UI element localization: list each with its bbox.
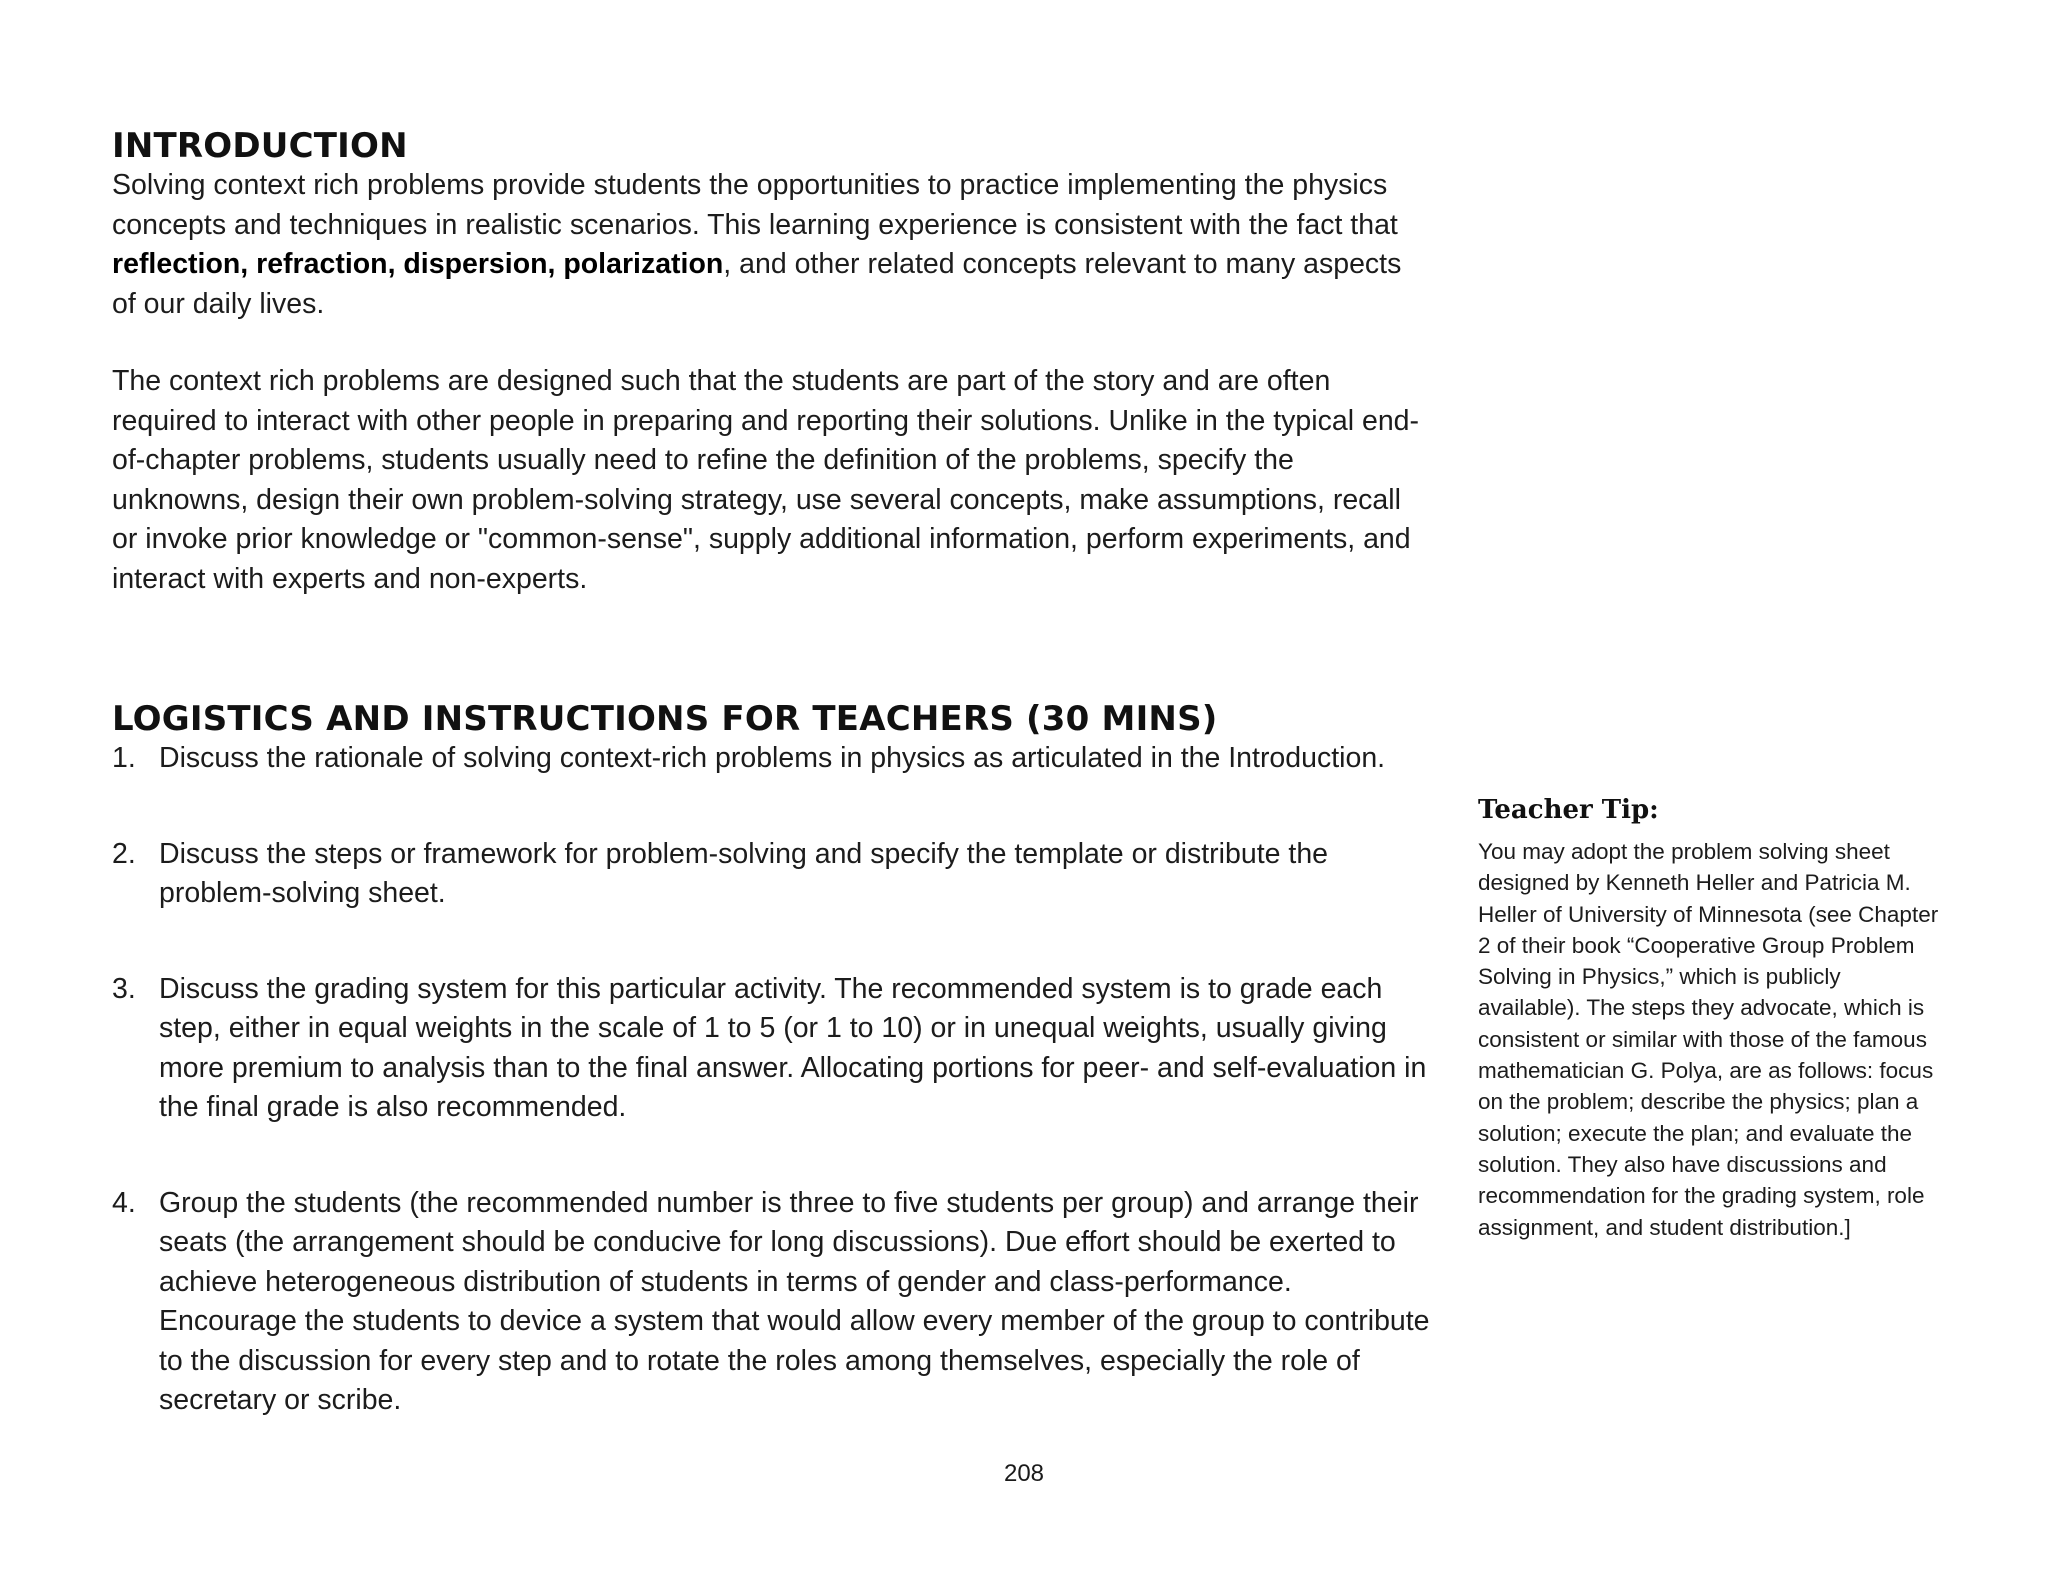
list-item — [112, 970, 1432, 1128]
intro-p1-end: , and other related concepts relevant to many aspects of our daily lives. — [112, 248, 1402, 320]
teacher-tip-sidebar — [1478, 792, 1948, 1243]
logistics-heading: LOGISTICS AND INSTRUCTIONS FOR TEACHERS (30 MINS) — [112, 699, 1218, 739]
page-number: 208 — [1003, 1460, 1045, 1487]
teacher-tip-title: Teacher Tip: — [1478, 795, 1659, 825]
step-number: 3. — [112, 972, 136, 1005]
step-number: 2. — [112, 837, 136, 870]
main-content — [112, 126, 1432, 1421]
intro-p1-start: Solving context rich problems provide students the opportunities to practice implementing the physics concepts and techniques in realistic scenarios. This learning experience is consistent with the fact that — [112, 169, 1398, 241]
logistics-steps-list — [112, 739, 1432, 1421]
list-item — [112, 1184, 1432, 1421]
list-item — [112, 739, 1432, 779]
intro-p1-bold-concepts: reflection, refraction, dispersion, polarization — [112, 248, 724, 280]
step-text: Discuss the steps or framework for problem-solving and specify the template or distribute the problem-solving sheet. — [159, 837, 1329, 909]
introduction-paragraph-1 — [112, 166, 1432, 324]
step-number: 1. — [112, 742, 136, 774]
step-text: Discuss the rationale of solving context-rich problems in physics as articulated in the Introduction. — [159, 742, 1386, 774]
introduction-heading: INTRODUCTION — [112, 126, 408, 166]
step-text: Group the students (the recommended number is three to five students per group) and arrange their seats (the arrangement should be conducive for long discussions). Due effort should be exerted to achieve heterogeneous distribution of students in terms of gender and class-performance. Encourage the students to device a system that would allow every member of the group to contribute to the discussion for every step and to rotate the roles among themselves, especially the role of secretary or scribe. — [159, 1186, 1430, 1416]
list-item — [112, 835, 1432, 914]
step-text: Discuss the grading system for this particular activity. The recommended system is to grade each step, either in equal weights in the scale of 1 to 5 (or 1 to 10) or in unequal weights, usually giving more premium to analysis than to the final answer. Allocating portions for peer- and self-evaluation in the final grade is also recommended. — [159, 972, 1427, 1123]
introduction-paragraph-2: The context rich problems are designed such that the students are part of the story and are often required to interact with other people in preparing and reporting their solutions. Unlike in the typical end-of-chapter problems, students usually need to refine the definition of the problems, specify the unknowns, design their own problem-solving strategy, use several concepts, make assumptions, recall or invoke prior knowledge or "common-sense", supply additional information, perform experiments, and interact with experts and non-experts. — [112, 365, 1420, 595]
step-number: 4. — [112, 1186, 136, 1219]
teacher-tip-body: You may adopt the problem solving sheet designed by Kenneth Heller and Patricia M. Heller of University of Minnesota (see Chapter 2 of their book “Cooperative Group Problem Solving in Physics,” which is publicly available). The steps they advocate, which is consistent or similar with those of the famous mathematician G. Polya, are as follows: focus on the problem; describe the physics; plan a solution; execute the plan; and evaluate the solution. They also have discussions and recommendation for the grading system, role assignment, and student distribution.] — [1478, 839, 1939, 1240]
